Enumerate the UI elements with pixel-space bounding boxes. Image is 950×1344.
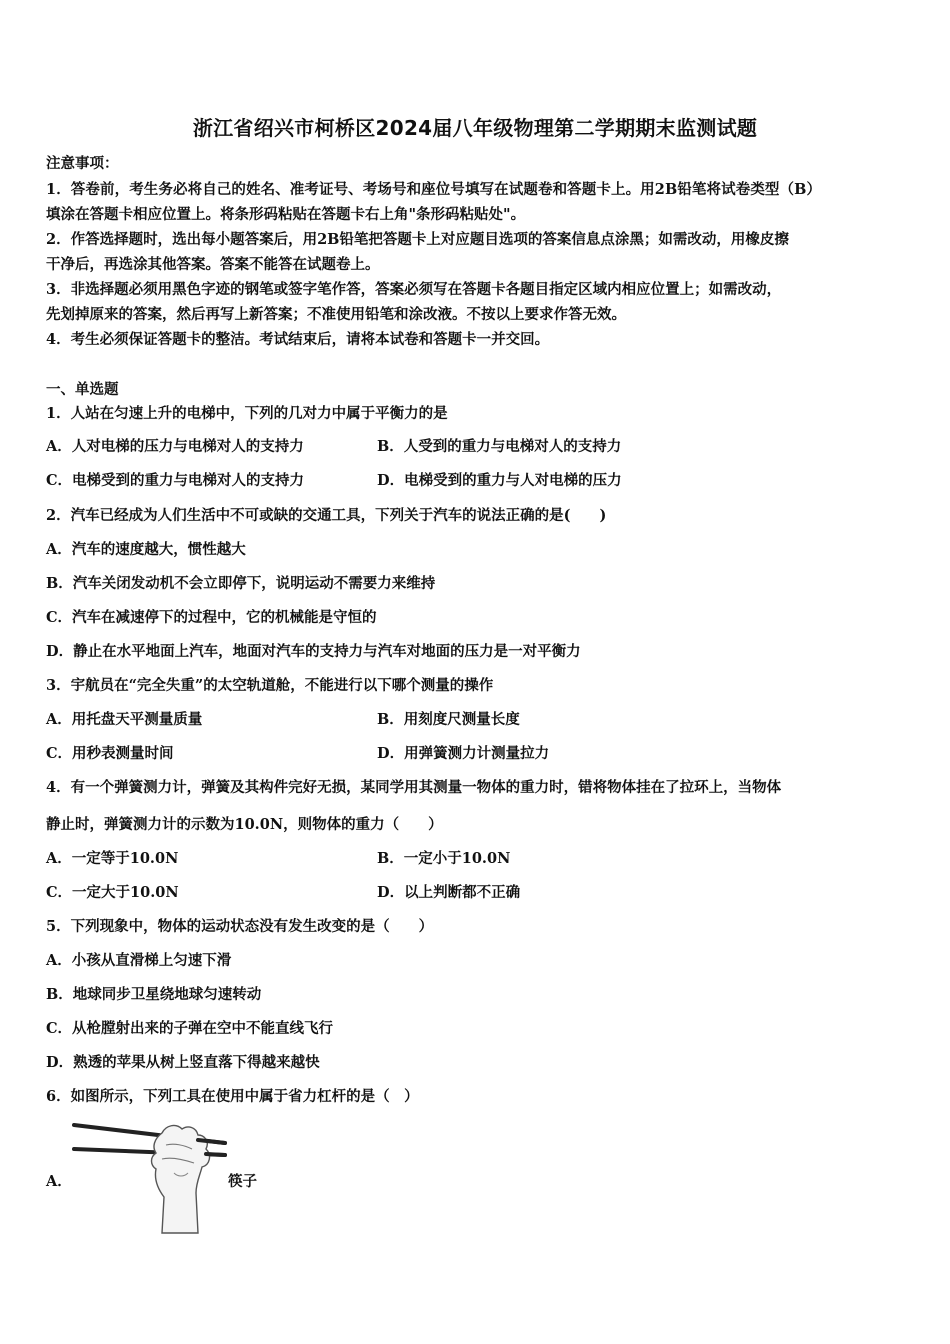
- question-5-option-a: A．小孩从直滑梯上匀速下滑: [46, 952, 232, 969]
- question-2-option-c: C．汽车在减速停下的过程中，它的机械能是守恒的: [46, 609, 377, 626]
- note-line: 先划掉原来的答案，然后再写上新答案；不准使用铅笔和涂改液。不按以上要求作答无效。: [46, 306, 626, 323]
- section-heading: 一、单选题: [46, 381, 119, 398]
- note-line: 3．非选择题必须用黑色字迹的钢笔或签字笔作答，答案必须写在答题卡各题目指定区域内相应位置上；如需改动，: [46, 281, 782, 298]
- question-4-option-c: C．一定大于10.0N: [46, 884, 179, 901]
- question-4-option-d: D．以上判断都不正确: [377, 884, 521, 901]
- note-line: 2．作答选择题时，选出每小题答案后，用2B铅笔把答题卡上对应题目选项的答案信息点涂黑；如需改动，用橡皮擦: [46, 231, 789, 248]
- page-title: 浙江省绍兴市柯桥区2024届八年级物理第二学期期末监测试题: [192, 116, 758, 140]
- notes-heading: 注意事项：: [46, 155, 119, 172]
- question-4-stem-line-1: 4．有一个弹簧测力计，弹簧及其构件完好无损，某同学用其测量一物体的重力时，错将物体挂在了拉环上，当物体: [46, 779, 782, 796]
- question-3-option-c: C．用秒表测量时间: [46, 745, 174, 762]
- note-line: 4．考生必须保证答题卡的整洁。考试结束后，请将本试卷和答题卡一并交回。: [46, 331, 550, 348]
- question-5-option-b: B．地球同步卫星绕地球匀速转动: [46, 986, 262, 1003]
- question-3-option-d: D．用弹簧测力计测量拉力: [377, 745, 550, 762]
- question-1-option-a: A．人对电梯的压力与电梯对人的支持力: [46, 438, 304, 455]
- question-6-option-a-caption: 筷子: [228, 1173, 257, 1190]
- question-4-stem-line-2: 静止时，弹簧测力计的示数为10.0N，则物体的重力（ ）: [46, 816, 443, 833]
- note-line: 1．答卷前，考生务必将自己的姓名、准考证号、考场号和座位号填写在试题卷和答题卡上。用2B铅笔将试卷类型（B）: [46, 181, 822, 198]
- question-1-option-d: D．电梯受到的重力与人对电梯的压力: [377, 472, 622, 489]
- question-2-option-a: A．汽车的速度越大，惯性越大: [46, 541, 246, 558]
- question-3-option-a: A．用托盘天平测量质量: [46, 711, 203, 728]
- question-6-stem: 6．如图所示，下列工具在使用中属于省力杠杆的是（ ）: [46, 1088, 419, 1105]
- note-line: 干净后，再选涂其他答案。答案不能答在试题卷上。: [46, 256, 380, 273]
- question-5-option-d: D．熟透的苹果从树上竖直落下得越来越快: [46, 1054, 320, 1071]
- question-3-stem: 3．宇航员在“完全失重”的太空轨道舱，不能进行以下哪个测量的操作: [46, 677, 494, 694]
- question-1-option-c: C．电梯受到的重力与电梯对人的支持力: [46, 472, 305, 489]
- chopsticks-hand-icon: [70, 1115, 230, 1235]
- question-6-option-a-label: A．: [46, 1173, 72, 1190]
- question-5-stem: 5．下列现象中，物体的运动状态没有发生改变的是（ ）: [46, 918, 434, 935]
- question-3-option-b: B．用刻度尺测量长度: [377, 711, 520, 728]
- question-5-option-c: C．从枪膛射出来的子弹在空中不能直线飞行: [46, 1020, 334, 1037]
- question-4-option-a: A．一定等于10.0N: [46, 850, 179, 867]
- question-4-option-b: B．一定小于10.0N: [377, 850, 511, 867]
- note-line: 填涂在答题卡相应位置上。将条形码粘贴在答题卡右上角"条形码粘贴处"。: [46, 206, 526, 223]
- question-2-stem: 2．汽车已经成为人们生活中不可或缺的交通工具，下列关于汽车的说法正确的是( ): [46, 507, 607, 524]
- question-1-stem: 1．人站在匀速上升的电梯中，下列的几对力中属于平衡力的是: [46, 405, 448, 422]
- question-2-option-b: B．汽车关闭发动机不会立即停下，说明运动不需要力来维持: [46, 575, 436, 592]
- question-2-option-d: D．静止在水平地面上汽车，地面对汽车的支持力与汽车对地面的压力是一对平衡力: [46, 643, 581, 660]
- question-1-option-b: B．人受到的重力与电梯对人的支持力: [377, 438, 622, 455]
